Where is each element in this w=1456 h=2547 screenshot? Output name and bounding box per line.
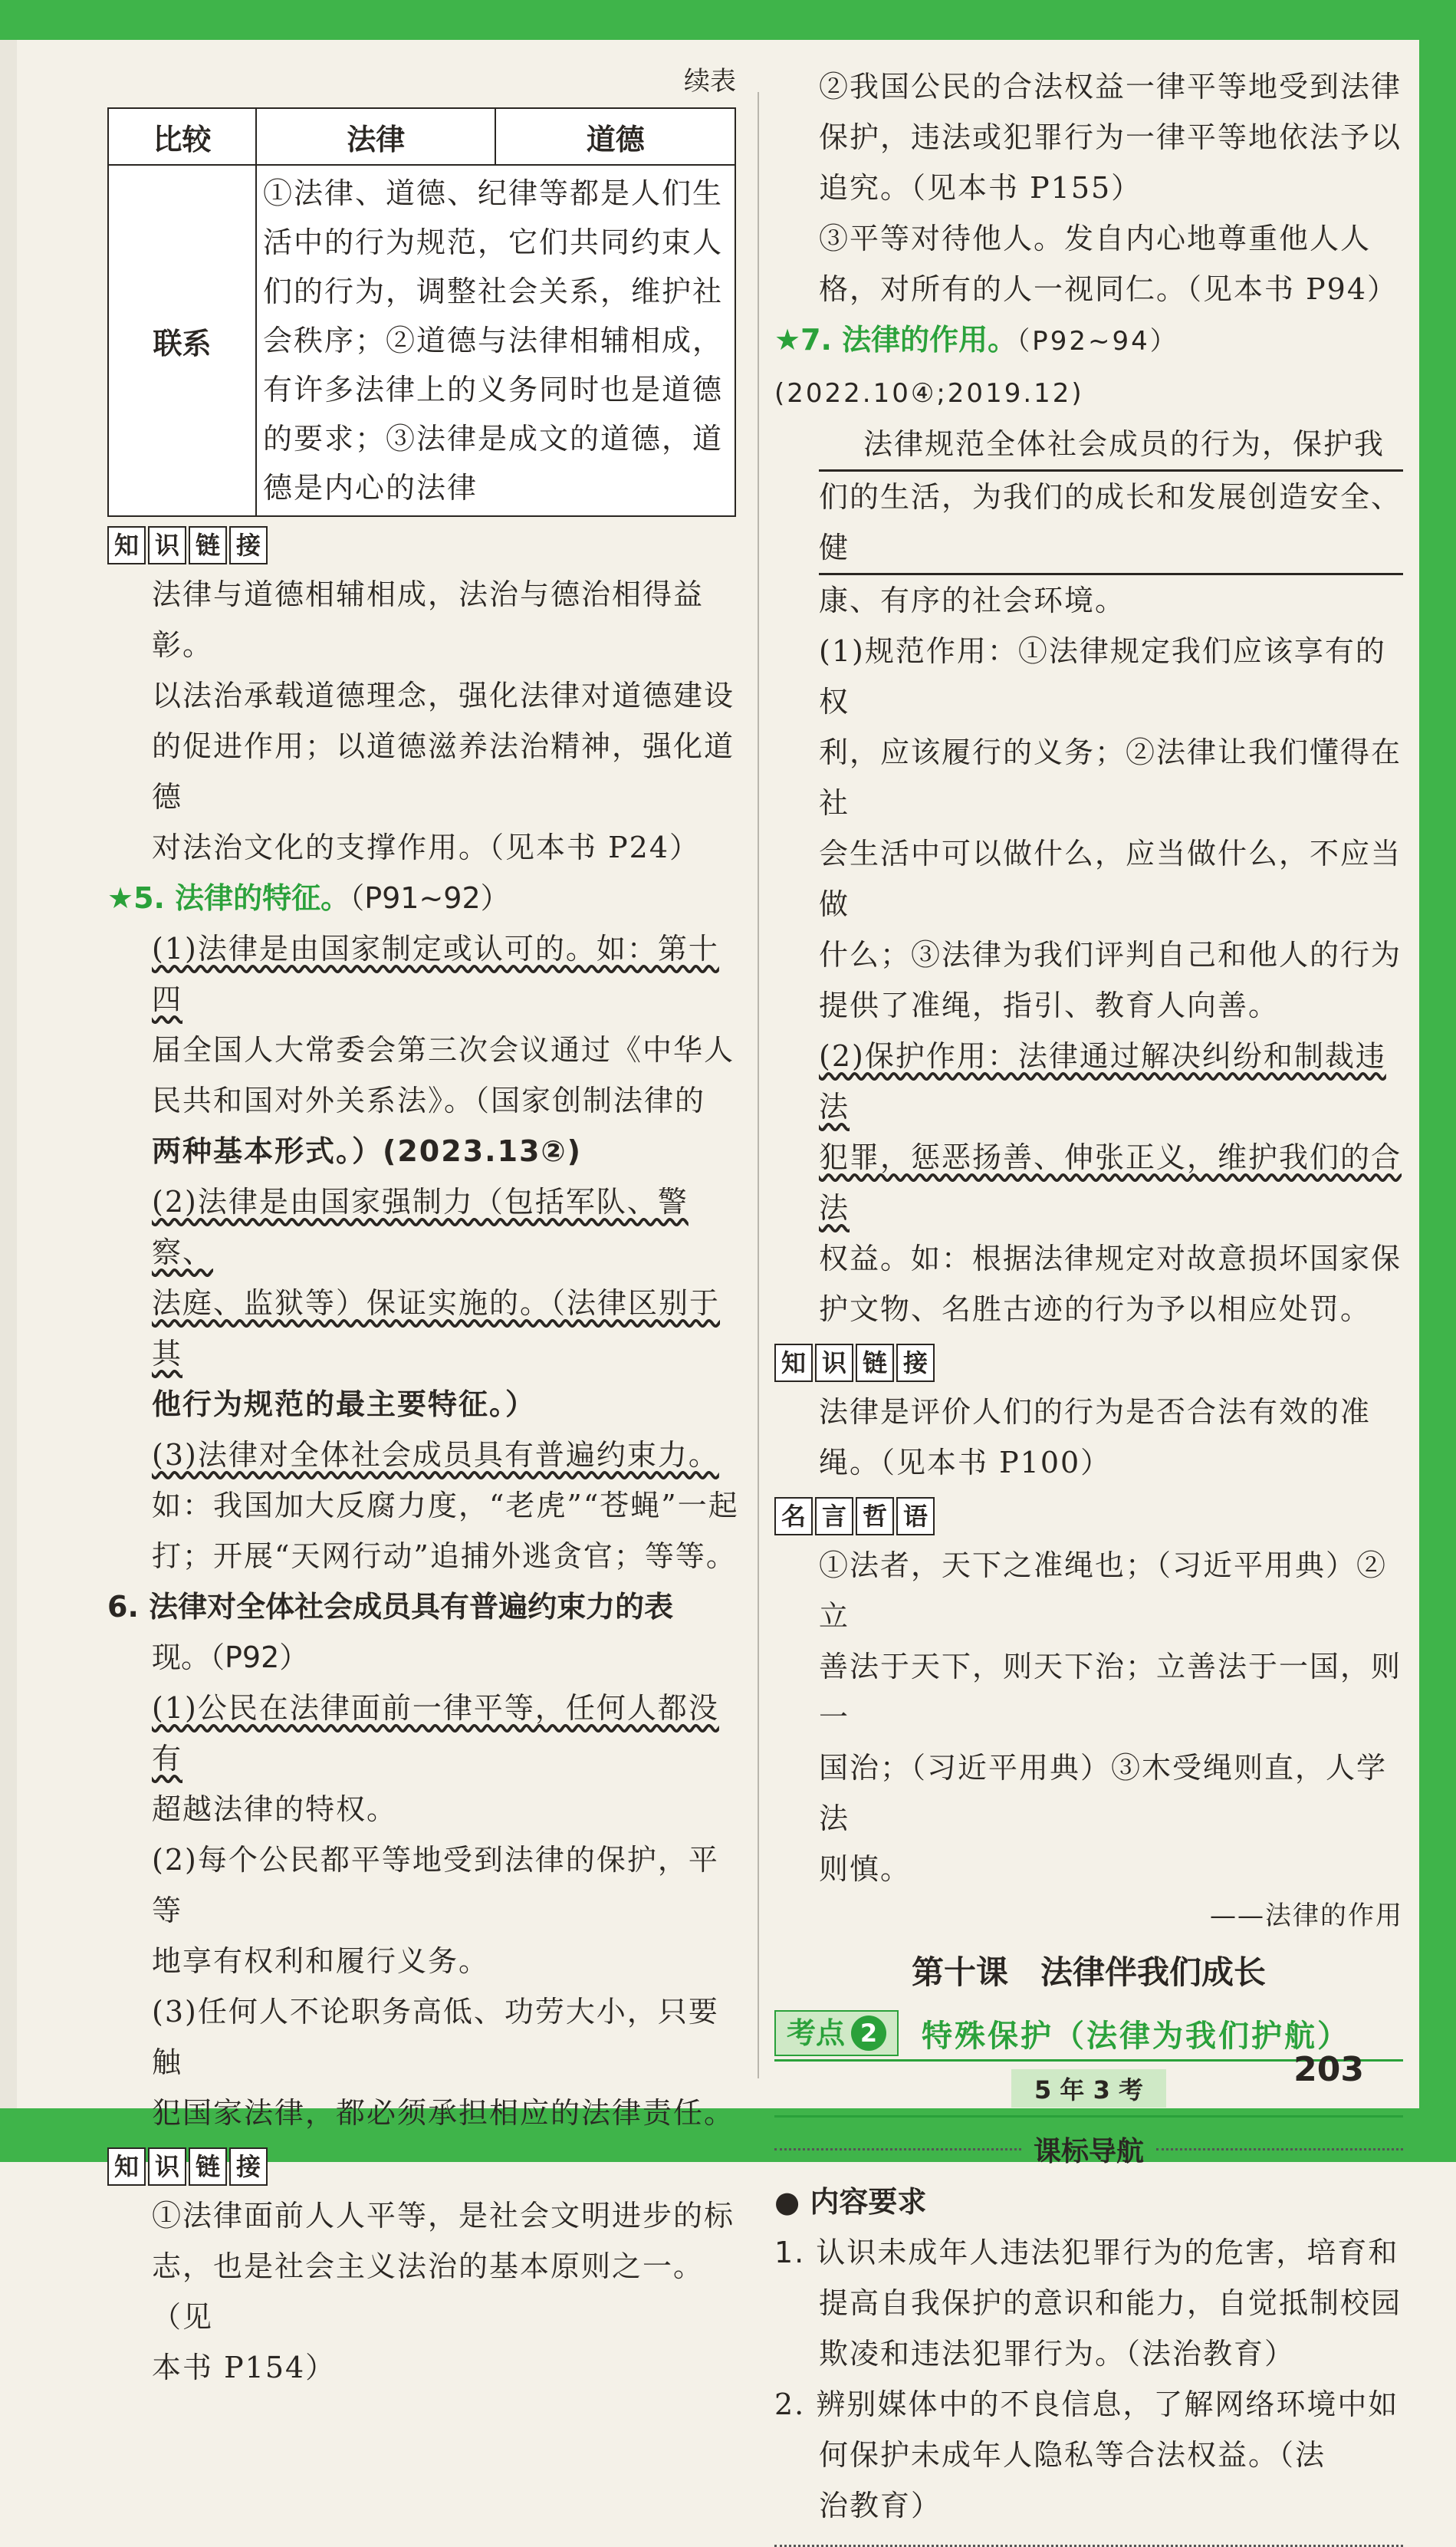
tag-char: 接 xyxy=(896,1344,935,1382)
knowledge-link-tag xyxy=(774,1344,937,1382)
text-line: (2)法律是由国家强制力（包括军队、警察、 xyxy=(152,1185,689,1269)
item-7-heading xyxy=(774,314,1403,419)
text-line: 康、有序的社会环境。 xyxy=(819,584,1126,617)
text-line: 超越法律的特权。 xyxy=(152,1792,398,1826)
table-header: 法律 xyxy=(256,108,495,165)
text-line: 打；开展“天网行动”追捕外逃贪官；等等。 xyxy=(152,1539,737,1573)
star-icon: ★ xyxy=(107,881,134,915)
text-line: 则慎。 xyxy=(819,1852,912,1886)
tag-char: 语 xyxy=(896,1497,935,1535)
exam-point-number: 2 xyxy=(851,2016,886,2051)
text-line: 他行为规范的最主要特征。） xyxy=(152,1387,537,1421)
tag-char: 链 xyxy=(189,2147,227,2186)
text-line: 犯罪，惩恶扬善、伸张正义，维护我们的合法 xyxy=(819,1140,1402,1225)
text-line: 善法于天下，则天下治；立善法于一国，则一 xyxy=(819,1650,1402,1734)
text-line: 法庭、监狱等）保证实施的。（法律区别于其 xyxy=(152,1286,721,1371)
quote-tag xyxy=(774,1497,937,1535)
tag-char: 名 xyxy=(774,1497,813,1535)
text-line: 法律规范全体社会成员的行为，保护我 xyxy=(819,419,1403,472)
comparison-table xyxy=(107,107,736,517)
text-line: (1)公民在法律面前一律平等，任何人都没有 xyxy=(152,1691,719,1775)
tag-char: 哲 xyxy=(856,1497,894,1535)
five-year-label: 5 年 3 考 xyxy=(1011,2069,1166,2108)
text-line: 欺凌和违法犯罪行为。（法治教育） xyxy=(819,2337,1296,2371)
text-line: 以法治承载道德理念，强化法律对道德建设 xyxy=(152,679,735,712)
text-line: 如：我国加大反腐力度，“老虎”“苍蝇”一起 xyxy=(152,1489,739,1522)
item-5-body xyxy=(107,923,744,1581)
knowledge-link-tag xyxy=(107,2147,270,2186)
nav-title: 课标导航 xyxy=(1034,2136,1145,2167)
right-green-border xyxy=(1419,0,1456,2162)
tag-char: 知 xyxy=(107,526,146,564)
top-green-border xyxy=(0,0,1456,40)
text-line: (3)任何人不论职务高低、功劳大小，只要触 xyxy=(152,1995,719,2079)
quote-attribution: ——法律的作用 xyxy=(1210,1900,1403,1931)
knowledge-link-text xyxy=(107,569,744,873)
dotted-line xyxy=(1156,2148,1403,2150)
page-ref: （P91~92） xyxy=(350,881,510,915)
text-line: 2. 辨别媒体中的不良信息，了解网络环境中如 xyxy=(774,2387,1399,2421)
page-ref: （P92~94）(2022.10④;2019.12) xyxy=(774,326,1178,409)
text-line: 保护，违法或犯罪行为一律平等地依法予以 xyxy=(819,120,1402,154)
item-title: 6. 法律对全体社会成员具有普遍约束力的表 xyxy=(107,1590,674,1624)
text-line: 犯国家法律，都必须承担相应的法律责任。 xyxy=(152,2096,735,2130)
text-line: 的促进作用；以道德滋养法治精神，强化道德 xyxy=(152,729,735,814)
text-line: 提供了准绳，指引、教育人向善。 xyxy=(819,989,1280,1022)
text-line: 国治；（习近平用典）③木受绳则直，人学法 xyxy=(819,1751,1388,1835)
item-title: 7. 法律的作用。 xyxy=(800,323,1017,357)
left-column xyxy=(107,61,744,2393)
text-line: (1)规范作用：①法律规定我们应该享有的权 xyxy=(819,634,1386,719)
text-line: 权益。如：根据法律规定对故意损坏国家保 xyxy=(819,1242,1402,1275)
exam-point-title: 特殊保护（法律为我们护航） xyxy=(922,2018,1351,2054)
star-icon: ★ xyxy=(774,323,801,357)
text-line: 两种基本形式。）(2023.13②) xyxy=(152,1134,582,1168)
tag-char: 链 xyxy=(189,526,227,564)
tag-char: 知 xyxy=(774,1344,813,1382)
text-line: 本书 P154） xyxy=(152,2351,337,2384)
item-title: 现。（P92） xyxy=(152,1640,309,1674)
text-line: 追究。（见本书 P155） xyxy=(819,171,1142,205)
exam-point-label: 考点 xyxy=(787,2016,846,2050)
text-line: (2)保护作用：法律通过解决纠纷和制裁违法 xyxy=(819,1039,1386,1124)
tag-char: 言 xyxy=(815,1497,853,1535)
item-6-heading xyxy=(107,1581,744,1683)
text-line: 绳。（见本书 P100） xyxy=(819,1446,1112,1479)
text-line: 利，应该履行的义务；②法律让我们懂得在社 xyxy=(819,735,1402,820)
chapter-title: 第十课 法律伴我们成长 xyxy=(911,1953,1266,1991)
tag-char: 链 xyxy=(856,1344,894,1382)
continued-text xyxy=(774,61,1403,314)
table-header: 道德 xyxy=(495,108,735,165)
column-divider xyxy=(758,92,759,2078)
text-line: 格，对所有的人一视同仁。（见本书 P94） xyxy=(819,272,1398,306)
tag-char: 接 xyxy=(229,526,268,564)
text-line: 地享有权利和履行义务。 xyxy=(152,1944,490,1978)
tag-char: 识 xyxy=(815,1344,853,1382)
text-line: 什么；③法律为我们评判自己和他人的行为 xyxy=(819,938,1402,972)
quote-text xyxy=(774,1540,1403,1932)
text-line: 提高自我保护的意识和能力，自觉抵制校园 xyxy=(819,2286,1402,2320)
item-7-body xyxy=(774,419,1403,1334)
text-line: 民共和国对外关系法》。（国家创制法律的 xyxy=(152,1084,706,1117)
nav-divider xyxy=(774,2130,1403,2169)
text-line: 们的生活，为我们的成长和发展创造安全、健 xyxy=(819,472,1403,575)
requirements-title: ● 内容要求 xyxy=(774,2185,927,2219)
item-5-heading xyxy=(107,873,744,923)
knowledge-link-tag xyxy=(107,526,270,564)
text-line: ①法者，天下之准绳也；（习近平用典）②立 xyxy=(819,1548,1388,1633)
text-line: 护文物、名胜古迹的行为予以相应处罚。 xyxy=(819,1292,1372,1326)
item-6-body xyxy=(107,1683,744,2138)
text-line: 志，也是社会主义法治的基本原则之一。（见 xyxy=(152,2249,705,2334)
text-line: 何保护未成年人隐私等合法权益。（法 xyxy=(819,2438,1326,2472)
tag-char: 识 xyxy=(148,526,186,564)
requirements-list xyxy=(774,2227,1403,2531)
tag-char: 接 xyxy=(229,2147,268,2186)
exam-point-header xyxy=(774,2010,1403,2056)
text-line: (1)法律是由国家制定或认可的。如：第十四 xyxy=(152,932,719,1016)
text-line: (3)法律对全体社会成员具有普遍约束力。 xyxy=(152,1438,719,1472)
text-line: 治教育） xyxy=(819,2489,942,2522)
text-line: (2)每个公民都平等地受到法律的保护，平等 xyxy=(152,1843,719,1927)
tag-char: 识 xyxy=(148,2147,186,2186)
text-line: ③平等对待他人。发自内心地尊重他人人 xyxy=(819,222,1372,255)
page-left-edge xyxy=(0,0,17,2162)
text-line: 法律与道德相辅相成，法治与德治相得益彰。 xyxy=(152,578,705,662)
table-cell: ①法律、道德、纪律等都是人们生活中的行为规范，它们共同约束人们的行为，调整社会关系，维护社会秩序；②道德与法律相辅相成，有许多法律上的义务同时也是道德的要求；③法律是成文的道德，道德是内心的法律 xyxy=(256,165,735,516)
dotted-line xyxy=(774,2148,1021,2150)
page-number: 203 xyxy=(1293,2050,1364,2089)
continued-label: 续表 xyxy=(684,66,736,97)
text-line: 会生活中可以做什么，应当做什么，不应当做 xyxy=(819,837,1402,921)
book-page xyxy=(46,61,1403,2522)
knowledge-link-text xyxy=(107,2190,744,2393)
table-header: 比较 xyxy=(108,108,256,165)
text-line: 1. 认识未成年人违法犯罪行为的危害，培育和 xyxy=(774,2236,1399,2269)
row-label: 联系 xyxy=(108,165,256,516)
text-line: 届全国人大常委会第三次会议通过《中华人 xyxy=(152,1033,735,1067)
right-column xyxy=(774,61,1403,2547)
text-line: 对法治文化的支撑作用。（见本书 P24） xyxy=(152,831,701,864)
text-line: 法律是评价人们的行为是否合法有效的准 xyxy=(819,1395,1372,1429)
text-line: ②我国公民的合法权益一律平等地受到法律 xyxy=(819,70,1402,104)
exam-point-badge xyxy=(774,2010,899,2056)
green-rule xyxy=(774,2115,1403,2118)
item-title: 5. 法律的特征。 xyxy=(133,881,350,915)
knowledge-link-text xyxy=(774,1387,1403,1488)
text-line: ①法律面前人人平等，是社会文明进步的标 xyxy=(152,2199,735,2233)
tag-char: 知 xyxy=(107,2147,146,2186)
